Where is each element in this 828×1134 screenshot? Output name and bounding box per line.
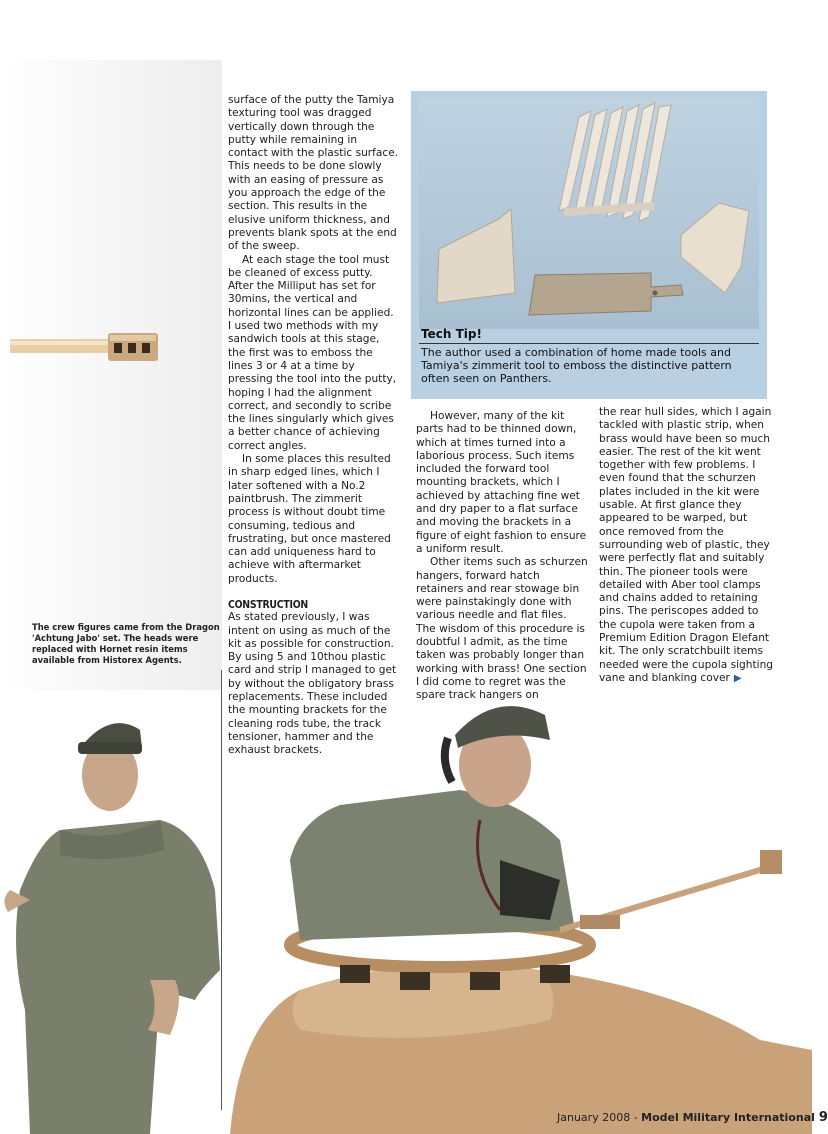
crew-figures-photo [0, 690, 812, 1134]
article-column-2 [416, 410, 588, 703]
tech-tip-box [411, 91, 767, 399]
article-column-1 [228, 94, 400, 758]
paragraph: In some places this resulted in sharp edged lines, which I later softened with a No.2 paintbrush. The zimmerit process is without doubt time consuming, tedious and frustrating, but once mastered can add uniqueness hard to achieve with aftermarket products. [228, 453, 391, 585]
page-footer [557, 1110, 828, 1125]
paragraph: At each stage the tool must be cleaned of excess putty. After the Milliput has set for 30mins, the vertical and horizontal lines can be applied. I used two methods with my sandwich tools at this stage, the first was to emboss the lines 3 or 4 at a time by pressing the tool into the putty, hoping I had the alignment correct, and secondly to scribe the lines singularly which gives a better chance of achieving correct angles. [228, 253, 397, 452]
photo-caption: The crew figures came from the Dragon 'Achtung Jabo' set. The heads were replaced with Hornet resin items available from Historex Agents. [32, 622, 220, 665]
paragraph: surface of the putty the Tamiya texturing tool was dragged vertically down through the putty while remaining in contact with the plastic surface. This needs to be done slowly with an easing of pressure as you approach the edge of the section. This results in the elusive uniform thickness, and prevents blank spots at the end of the sweep. [228, 94, 399, 253]
left-margin-panel [0, 60, 222, 690]
issue-date: January 2008 - [557, 1111, 642, 1124]
magazine-title: Model Military International [641, 1111, 815, 1124]
paragraph: Other items such as schurzen hangers, forward hatch retainers and rear stowage bin were painstakingly done with various needle and flat files. The wisdom of this procedure is doubtful I admit, as the time taken was probably longer than working with brass! One section I did come to regret was the spare track hangers on [416, 556, 588, 702]
paragraph: As stated previously, I was intent on using as much of the kit as possible for construction. By using 5 and 10thou plastic card and strip I managed to get by without the obligatory brass replacements. These included the mounting brackets for the cleaning rods tube, the track tensioner, hammer and the exhaust brackets. [228, 611, 397, 757]
article-column-3 [599, 406, 773, 685]
page-number: 9 [818, 1110, 828, 1125]
continue-arrow-icon: ▶ [733, 672, 742, 684]
paragraph [599, 406, 773, 685]
paragraph: However, many of the kit parts had to be thinned down, which at times turned into a laborious process. Such items included the forward tool mounting brackets, which I achieved by attaching fine wet and dry paper to a flat surface and moving the brackets in a figure of eight fashion to ensure a uniform result. [416, 410, 587, 555]
zimmerit-tools-photo [419, 97, 759, 329]
tech-tip-title: Tech Tip! [421, 327, 482, 341]
paragraph-text: the rear hull sides, which I again tackled with plastic strip, when brass would have been so much easier. The rest of the kit went together with few problems. I even found that the schurzen plates included in the kit were usable. At first glance they appeared to be warped, but once removed from the surrounding web of plastic, they were perfectly flat and suitably thin. The pioneer tools were detailed with Aber tool clamps and chains added to retaining pins. The periscopes added to the cupola were taken from a Premium Edition Dragon Elefant kit. The only scratchbuilt items needed were the cupola sighting vane and blanking cover [599, 406, 774, 684]
tech-tip-text: The author used a combination of home made tools and Tamiya's zimmerit tool to emboss the distinctive pattern often seen on Panthers. [421, 346, 732, 385]
tech-tip-divider [419, 343, 759, 344]
section-heading: CONSTRUCTION [228, 597, 308, 611]
gun-barrel-image [10, 325, 160, 375]
